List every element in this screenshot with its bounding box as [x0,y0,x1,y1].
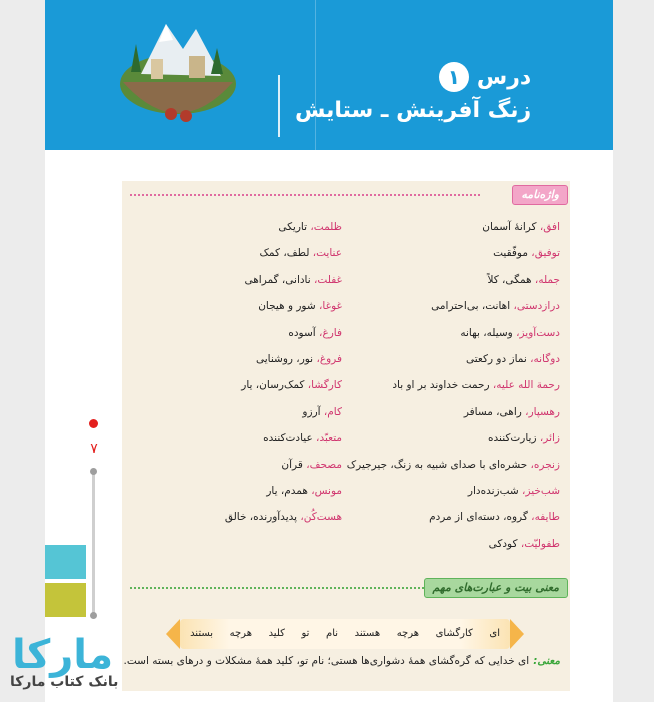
vocab-separator: ، [512,326,520,339]
section-tab-olive[interactable] [45,583,86,617]
vocab-item [127,323,342,349]
vocab-term: زنجره [533,458,560,471]
vocab-term: مونس [314,484,342,497]
vocab-term: مصحف [309,458,342,471]
vocab-separator: ، [518,484,526,497]
lesson-title: زنگ آفرینش ـ ستایش [295,98,532,123]
vocab-separator: ، [531,273,539,286]
vocab-item [345,375,560,401]
page-number: ۷ [90,441,98,457]
verse-header [122,578,568,598]
vocab-separator: ، [536,221,544,233]
verse-word: تو [301,628,310,639]
vocab-item [345,296,560,322]
verse-word: ای [489,628,500,639]
vocab-item [127,507,342,533]
vocab-item [345,217,560,243]
vocab-definition: کرانهٔ آسمان [482,221,537,233]
vocab-header-badge: واژه‌نامه [512,185,568,205]
verse-text [190,619,500,649]
vocab-item [345,428,560,454]
vocab-term: رهسپار [528,405,560,418]
vocab-separator: ، [510,300,517,313]
vocab-header [122,185,568,205]
vocab-separator: ، [312,432,320,445]
vocab-term: کام [327,405,342,418]
vocab-term: توفیق [534,247,560,260]
vocab-term: عنایت [316,247,342,260]
vocab-item [127,243,342,269]
vocab-item [127,428,342,454]
vocab-item [345,243,560,269]
vocab-item [345,349,560,375]
page-marker-dot [89,419,98,428]
vocab-definition: آرزو [302,405,321,418]
verse-word: نام [326,628,339,639]
vocab-definition: زیارت‌کننده [488,432,537,445]
vocab-definition: نور، روشنایی [255,352,314,365]
vocab-definition: پدیدآورنده، خالق [224,511,298,524]
vocab-item [345,534,560,560]
vocab-definition: تاریکی [278,221,308,233]
sidebar-line-cap [90,468,97,475]
vocab-definition: همدم، یار [266,484,308,497]
vocab-item [345,507,560,533]
vocab-term: متعبّد [319,432,342,445]
vocab-term: افق [543,221,560,233]
vocab-term: جمله [538,273,560,286]
vocab-separator: ، [315,300,323,313]
vocab-definition: حشره‌ای با صدای شبیه به زنگ، جیرجیرک [346,458,528,471]
vocab-term: رحمة الله علیه [496,379,560,392]
floating-island-illustration [111,4,246,139]
vocab-item [345,270,560,296]
verse-ornament-right [510,619,524,649]
vocab-separator: ، [309,247,317,260]
vocab-term: دست‌آویز [519,326,560,339]
vocab-item [345,402,560,428]
vocab-item [127,296,342,322]
vocab-definition: لطف، کمک [259,247,310,260]
verse-ornament-left [166,619,180,649]
title-divider [278,75,280,137]
vocab-separator: ، [521,405,529,418]
verse-word: هستند [354,628,381,639]
vocab-separator: ، [517,537,525,550]
vocab-definition: همگی، کلاً [487,273,532,286]
sidebar-line-cap [90,612,97,619]
vocab-separator: ، [527,247,535,260]
content-box [122,181,570,691]
vocab-definition: آسوده [288,326,316,339]
section-tab-cyan[interactable] [45,545,86,579]
vocab-term: زائر [543,432,560,445]
vocab-separator: ، [320,405,328,418]
vocab-separator: ، [310,273,318,286]
vocab-definition: نادانی، گمراهی [244,273,311,286]
meaning-text: ای خدایی که گره‌گشای همهٔ دشواری‌ها هستی؛ نام تو، کلید همهٔ مشکلات و درهای بسته است. [123,655,530,667]
vocab-separator: ، [307,221,314,233]
vocab-separator: ، [489,379,497,392]
vocab-item [127,217,342,243]
publisher-logo [8,630,128,702]
vocab-term: کارگشا [311,379,342,392]
vocab-item [345,455,560,481]
vocab-item [345,481,560,507]
vocab-definition: شور و هیجان [258,300,316,313]
verse-meaning [123,655,560,667]
logo-mark: ماركا [12,632,114,678]
vocab-term: فارغ [322,326,342,339]
verse-box [180,619,510,649]
vocab-term: درازدستی [516,300,560,313]
vocab-item [127,402,342,428]
lesson-label: درس [476,64,532,90]
vocab-separator: ، [536,432,544,445]
sidebar-line [92,470,95,618]
vocab-separator: ، [527,511,535,524]
vocab-term: دوگانه [533,352,560,365]
vocab-definition: شب‌زنده‌دار [467,484,519,497]
vocab-term: شب‌خیز [525,484,560,497]
logo-text: بانک کتاب مارکا [10,674,119,690]
vocab-definition: عیادت‌کننده [263,432,313,445]
vocab-separator: ، [307,484,315,497]
vocab-separator: ، [302,458,310,471]
vocab-definition: رحمت خداوند بر او باد [392,379,490,392]
lesson-heading [295,62,531,123]
verse-word: هرچه [396,628,420,639]
verse-word: کارگشای [435,628,473,639]
verse-header-badge: معنی بیت و عبارت‌های مهم [424,578,568,598]
vocab-separator: ، [527,458,534,471]
vocab-definition: نماز دو رکعتی [466,352,527,365]
vocab-item [127,481,342,507]
vocab-item [127,270,342,296]
vocab-separator: ، [526,352,534,365]
vocab-item [127,375,342,401]
vocab-separator: ، [315,326,323,339]
vocab-item [127,455,342,481]
vocab-definition: گروه، دسته‌ای از مردم [429,511,528,524]
vocab-separator: ، [313,352,320,365]
header-dotted-line [130,194,480,196]
vocab-term: طایفه [534,511,560,524]
meaning-label: معنی: [533,655,560,667]
vocab-definition: قرآن [281,458,303,471]
vocab-term: هست‌کُن [303,511,342,524]
vocab-definition: اهانت، بی‌احترامی [431,300,511,313]
lesson-banner [45,0,613,150]
verse-word: بستند [190,628,214,639]
vocab-term: فروغ [319,352,342,365]
verse-word: هرچه [229,628,252,639]
vocab-separator: ، [304,379,312,392]
vocab-item [345,323,560,349]
vocab-separator: ، [297,511,304,524]
vocab-term: غوغا [322,300,342,313]
vocab-column-left [127,217,342,534]
vocab-item [127,349,342,375]
vocab-definition: کمک‌رسان، یار [241,379,305,392]
vocab-term: ظلمت [313,221,342,233]
vocab-definition: موفّقیت [493,247,528,260]
vocab-definition: راهی، مسافر [463,405,522,418]
vocab-definition: کودکی [488,537,518,550]
vocab-term: غفلت [317,273,342,286]
vocab-term: طفولیّت [524,537,560,550]
vocab-column-right [345,217,560,560]
lesson-number: ۱ [439,62,469,92]
vocab-definition: وسیله، بهانه [460,326,513,339]
verse-word: کلید [268,628,285,639]
